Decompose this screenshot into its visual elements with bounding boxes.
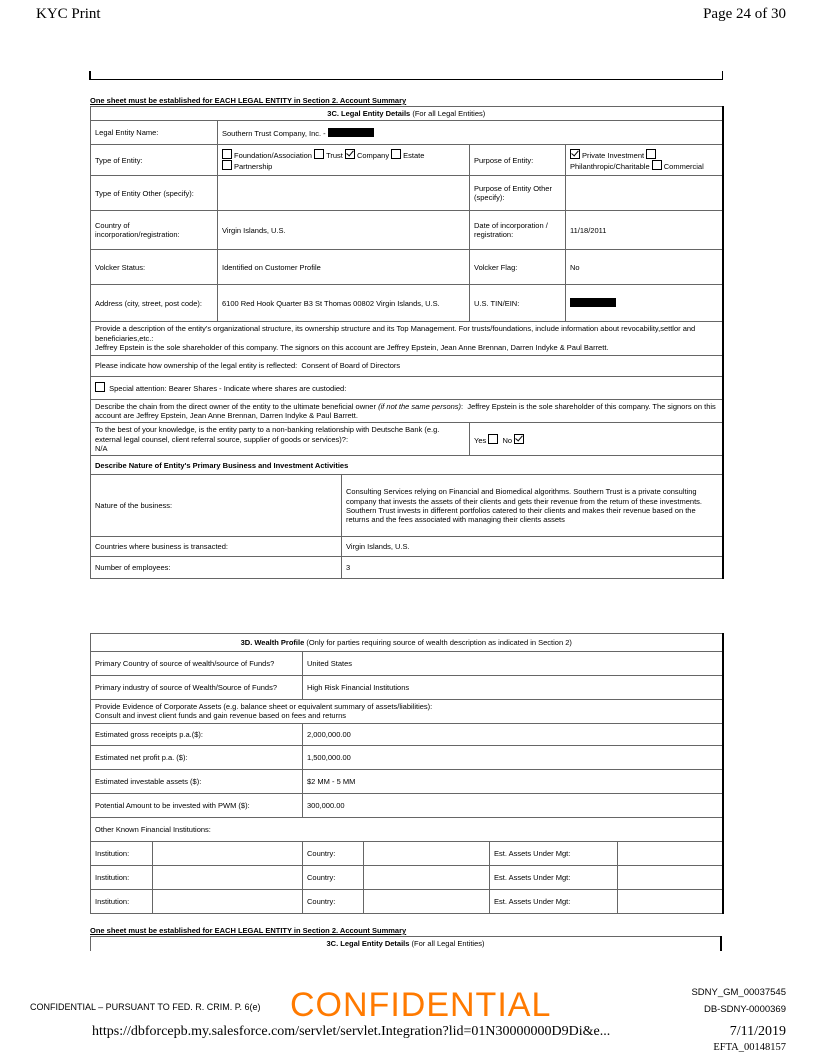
aum-value	[618, 889, 723, 913]
institution-row	[91, 865, 723, 889]
legal-entity-details-table-continued	[90, 936, 722, 951]
country-label: Country of incorporation/registration:	[91, 211, 218, 250]
primary-industry-value: High Risk Financial Institutions	[303, 676, 723, 700]
checkbox-private-investment[interactable]	[570, 149, 580, 159]
country-value	[364, 841, 490, 865]
redaction-box	[328, 128, 374, 137]
type-other-value	[218, 176, 470, 211]
section-3c-title: 3C. Legal Entity Details (For all Legal Entities)	[91, 107, 723, 121]
aum-label: Est. Assets Under Mgt:	[490, 865, 618, 889]
country-value	[364, 889, 490, 913]
institution-row	[91, 841, 723, 865]
confidential-watermark: CONFIDENTIAL	[290, 986, 552, 1024]
date-incorporation-value: 11/18/2011	[566, 211, 723, 250]
institution-value	[153, 865, 303, 889]
institution-value	[153, 841, 303, 865]
checkbox-yes[interactable]	[488, 434, 498, 444]
address-value: 6100 Red Hook Quarter B3 St Thomas 00802 Virgin Islands, U.S.	[218, 285, 470, 322]
wealth-profile-table	[90, 633, 724, 914]
beneficial-owner-chain: Describe the chain from the direct owner of the entity to the ultimate beneficial owner (if not the same persons): Jeffrey Epstein is the sole shareholder of this company. The signors on this account are Jeffrey Epstein, Jean Anne Brennan, Darren Indyke & Paul Barrett.	[91, 399, 723, 423]
investable-assets-label: Estimated investable assets ($):	[91, 769, 303, 793]
checkbox-no[interactable]	[514, 434, 524, 444]
institution-value	[153, 889, 303, 913]
volcker-status-label: Volcker Status:	[91, 250, 218, 285]
pwm-amount-value: 300,000.00	[303, 793, 723, 817]
countries-value: Virgin Islands, U.S.	[342, 537, 723, 557]
primary-country-value: United States	[303, 652, 723, 676]
primary-country-label: Primary Country of source of wealth/source of Funds?	[91, 652, 303, 676]
nature-value: Consulting Services relying on Financial and Biomedical algorithms. Southern Trust is a private consulting company that invests the assets of their clients and gets their revenue from the return of these investments. Southern Trust invests in different portfolios catered to their clients and makes their revenue based on the returns and the fees associated with managing their clients assets	[342, 475, 723, 537]
investable-assets-value: $2 MM - 5 MM	[303, 769, 723, 793]
checkbox-philanthropic[interactable]	[646, 149, 656, 159]
country-label: Country:	[303, 841, 364, 865]
tin-value	[566, 285, 723, 322]
checkbox-company[interactable]	[345, 149, 355, 159]
gross-receipts-label: Estimated gross receipts p.a.($):	[91, 723, 303, 745]
purpose-of-entity-options: Private Investment Philanthropic/Charitable Commercial	[566, 145, 723, 176]
ownership-reflected: Please indicate how ownership of the legal entity is reflected: Consent of Board of Directors	[91, 355, 723, 376]
top-divider	[90, 71, 722, 80]
type-other-label: Type of Entity Other (specify):	[91, 176, 218, 211]
institution-label: Institution:	[91, 841, 153, 865]
net-profit-value: 1,500,000.00	[303, 745, 723, 769]
date-incorporation-label: Date of incorporation / registration:	[470, 211, 566, 250]
page-number: Page 24 of 30	[703, 6, 786, 22]
country-value	[364, 865, 490, 889]
legal-entity-name-value: Southern Trust Company, Inc. -	[218, 121, 723, 145]
nature-label: Nature of the business:	[91, 475, 342, 537]
source-url: https://dbforcepb.my.salesforce.com/servlet/servlet.Integration?lid=01N30000000D9Di&e...	[92, 1024, 611, 1039]
aum-value	[618, 865, 723, 889]
section-3c-title-repeat: 3C. Legal Entity Details (For all Legal Entities)	[91, 937, 722, 951]
aum-value	[618, 841, 723, 865]
purpose-of-entity-label: Purpose of Entity:	[470, 145, 566, 176]
employees-value: 3	[342, 557, 723, 579]
checkbox-estate[interactable]	[391, 149, 401, 159]
section-notice: One sheet must be established for EACH LEGAL ENTITY in Section 2. Account Summary	[90, 96, 407, 105]
volcker-status-value: Identified on Customer Profile	[218, 250, 470, 285]
aum-label: Est. Assets Under Mgt:	[490, 841, 618, 865]
institution-label: Institution:	[91, 865, 153, 889]
legal-entity-details-table	[90, 106, 724, 579]
country-label: Country:	[303, 865, 364, 889]
redaction-box	[570, 298, 616, 307]
purpose-other-value	[566, 176, 723, 211]
checkbox-foundation[interactable]	[222, 149, 232, 159]
volcker-flag-label: Volcker Flag:	[470, 250, 566, 285]
pwm-amount-label: Potential Amount to be invested with PWM ($):	[91, 793, 303, 817]
gross-receipts-value: 2,000,000.00	[303, 723, 723, 745]
bearer-shares-row: Special attention: Bearer Shares - Indicate where shares are custodied:	[91, 376, 723, 399]
confidentiality-notice: CONFIDENTIAL – PURSUANT TO FED. R. CRIM. P. 6(e)	[30, 1002, 261, 1012]
section-3d-title: 3D. Wealth Profile (Only for parties requiring source of wealth description as indicated in Section 2)	[91, 634, 723, 652]
tin-label: U.S. TIN/EIN:	[470, 285, 566, 322]
checkbox-trust[interactable]	[314, 149, 324, 159]
print-date: 7/11/2019	[729, 1024, 786, 1039]
non-banking-answer: Yes No	[470, 423, 723, 456]
non-banking-relationship: To the best of your knowledge, is the entity party to a non-banking relationship with Deutsche Bank (e.g. external legal counsel, client referral source, supplier of goods or services)?: N/A	[91, 423, 470, 456]
other-financial-institutions: Other Known Financial Institutions:	[91, 817, 723, 841]
entity-description: Provide a description of the entity's organizational structure, its ownership structure and its Top Management. For trusts/foundations, include information about revocability,settlor and beneficiaries,etc.: Jeffrey Epstein is the sole shareholder of this company. The signors on this account are Jeffrey Epstein, Jean Anne Brennan, Darren Indyke & Paul Barrett.	[91, 322, 723, 355]
bates-number-secondary: DB-SDNY-0000369	[703, 1004, 786, 1015]
print-header-title: KYC Print	[36, 6, 101, 22]
employees-label: Number of employees:	[91, 557, 342, 579]
corporate-assets-evidence: Provide Evidence of Corporate Assets (e.g. balance sheet or equivalent summary of assets/liabilities): Consult and invest client funds and gain revenue based on fees and returns	[91, 700, 723, 724]
checkbox-partnership[interactable]	[222, 160, 232, 170]
institution-row	[91, 889, 723, 913]
volcker-flag-value: No	[566, 250, 723, 285]
countries-label: Countries where business is transacted:	[91, 537, 342, 557]
primary-industry-label: Primary industry of source of Wealth/Source of Funds?	[91, 676, 303, 700]
checkbox-bearer-shares[interactable]	[95, 382, 105, 392]
country-value: Virgin Islands, U.S.	[218, 211, 470, 250]
address-label: Address (city, street, post code):	[91, 285, 218, 322]
purpose-other-label: Purpose of Entity Other (specify):	[470, 176, 566, 211]
nature-heading: Describe Nature of Entity's Primary Business and Investment Activities	[91, 456, 723, 475]
section-notice-repeat: One sheet must be established for EACH LEGAL ENTITY in Section 2. Account Summary	[90, 926, 407, 935]
country-label: Country:	[303, 889, 364, 913]
checkbox-commercial[interactable]	[652, 160, 662, 170]
bates-number-primary: SDNY_GM_00037545	[691, 987, 786, 998]
efta-number: EFTA_00148157	[713, 1042, 786, 1053]
legal-entity-name-label: Legal Entity Name:	[91, 121, 218, 145]
institution-label: Institution:	[91, 889, 153, 913]
type-of-entity-options: Foundation/Association Trust Company Estate Partnership	[218, 145, 470, 176]
type-of-entity-label: Type of Entity:	[91, 145, 218, 176]
aum-label: Est. Assets Under Mgt:	[490, 889, 618, 913]
net-profit-label: Estimated net profit p.a. ($):	[91, 745, 303, 769]
